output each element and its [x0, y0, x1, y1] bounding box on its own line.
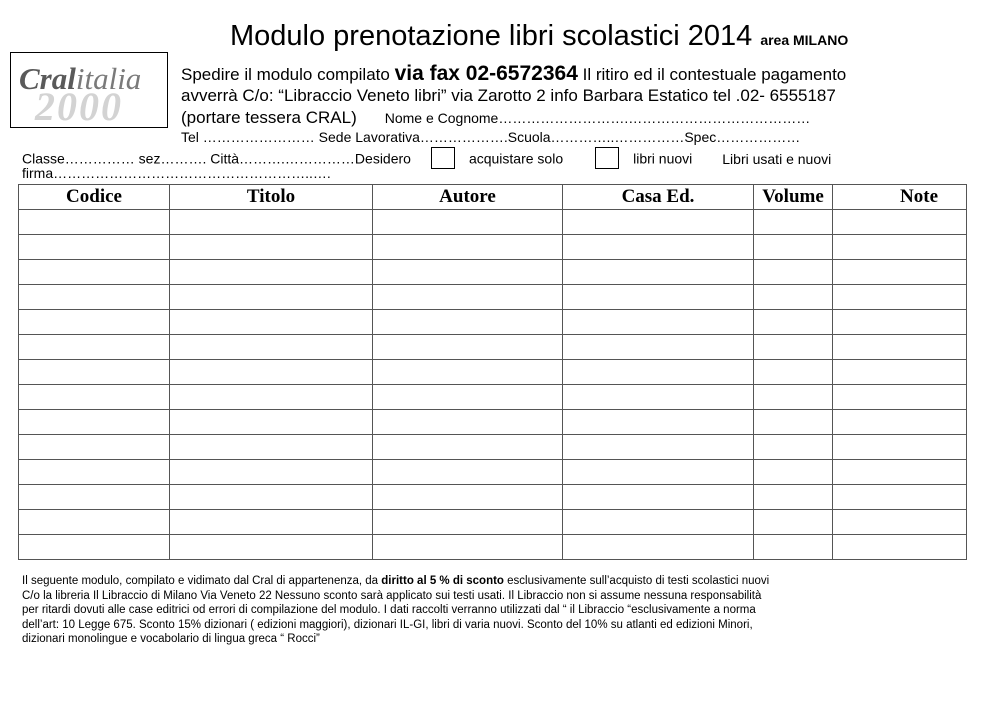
table-cell[interactable] [754, 210, 833, 235]
instruction-line-3 [181, 108, 810, 128]
table-cell[interactable] [373, 435, 563, 460]
contact-fields-line[interactable]: Tel …………………… Sede Lavorativa……………….Scuola…………..……………Spec……………… [181, 129, 801, 145]
table-cell[interactable] [19, 485, 170, 510]
table-cell[interactable] [170, 335, 373, 360]
table-cell[interactable] [754, 510, 833, 535]
table-cell[interactable] [563, 510, 754, 535]
table-cell[interactable] [373, 335, 563, 360]
table-cell[interactable] [19, 410, 170, 435]
fax-number: via fax 02-6572364 [394, 62, 578, 85]
table-cell[interactable] [170, 535, 373, 560]
table-cell[interactable] [373, 360, 563, 385]
table-cell[interactable] [373, 235, 563, 260]
table-cell[interactable] [833, 360, 967, 385]
footer-line: dizionari monolingue e vocabolario di lingua greca “ Rocci” [22, 633, 320, 646]
footer-text: Il seguente modulo, compilato e vidimato dal Cral di appartenenza, da [22, 575, 382, 587]
table-cell[interactable] [19, 285, 170, 310]
footer-line: per ritardi dovuti alle case editrici od errori di compilazione del modulo. I dati raccolti verranno utilizzati dal “ il Libraccio “esclusivamente a norma [22, 604, 756, 617]
table-cell[interactable] [563, 410, 754, 435]
table-cell[interactable] [754, 485, 833, 510]
table-cell[interactable] [833, 435, 967, 460]
col-volume: Volume [754, 185, 833, 210]
table-cell[interactable] [833, 510, 967, 535]
table-cell[interactable] [19, 460, 170, 485]
table-cell[interactable] [754, 535, 833, 560]
table-cell[interactable] [19, 360, 170, 385]
table-cell[interactable] [19, 335, 170, 360]
table-cell[interactable] [833, 285, 967, 310]
label-acquistare: acquistare solo [468, 150, 564, 167]
table-row [19, 435, 967, 460]
table-cell[interactable] [373, 260, 563, 285]
col-titolo: Titolo [170, 185, 373, 210]
table-cell[interactable] [754, 310, 833, 335]
table-cell[interactable] [170, 285, 373, 310]
table-cell[interactable] [563, 535, 754, 560]
table-cell[interactable] [373, 385, 563, 410]
table-cell[interactable] [563, 260, 754, 285]
class-city-fields[interactable]: Classe…………… sez………. Città……….……………Desidero [22, 150, 411, 167]
table-cell[interactable] [373, 310, 563, 335]
table-cell[interactable] [373, 210, 563, 235]
table-cell[interactable] [833, 235, 967, 260]
table-cell[interactable] [373, 410, 563, 435]
instruction-pickup: Il ritiro ed il contestuale pagamento [577, 65, 847, 84]
table-cell[interactable] [563, 335, 754, 360]
table-row [19, 310, 967, 335]
table-cell[interactable] [563, 385, 754, 410]
area-label: area MILANO [760, 32, 849, 48]
cral-card-note: (portare tessera CRAL) [181, 108, 357, 127]
col-note: Note [833, 185, 967, 210]
table-row [19, 210, 967, 235]
table-cell[interactable] [754, 385, 833, 410]
table-cell[interactable] [170, 435, 373, 460]
table-cell[interactable] [833, 485, 967, 510]
table-cell[interactable] [754, 260, 833, 285]
table-body [19, 210, 967, 560]
footer-line: C/o la libreria Il Libraccio di Milano Via Veneto 22 Nessuno sconto sarà applicato sui testi usati. Il Libraccio non si assume nessuna responsabilità [22, 589, 762, 602]
table-cell[interactable] [833, 310, 967, 335]
table-cell[interactable] [19, 510, 170, 535]
table-cell[interactable] [833, 535, 967, 560]
col-autore: Autore [373, 185, 563, 210]
table-row [19, 260, 967, 285]
table-row [19, 410, 967, 435]
footer-text: esclusivamente sull’acquisto di testi scolastici nuovi [503, 575, 770, 587]
signature-field[interactable]: firma………………………………………………..…. [22, 165, 331, 181]
table-cell[interactable] [563, 435, 754, 460]
table-cell[interactable] [563, 210, 754, 235]
checkbox-only-new[interactable] [431, 147, 455, 169]
logo-year: 2000 [35, 84, 123, 128]
col-codice: Codice [19, 185, 170, 210]
table-row [19, 235, 967, 260]
table-cell[interactable] [563, 235, 754, 260]
col-casa-ed: Casa Ed. [563, 185, 754, 210]
table-row [19, 460, 967, 485]
table-cell[interactable] [170, 310, 373, 335]
table-cell[interactable] [754, 285, 833, 310]
instruction-line-1 [181, 62, 846, 86]
table-cell[interactable] [170, 510, 373, 535]
table-cell[interactable] [170, 385, 373, 410]
table-row [19, 510, 967, 535]
footer-line: dell’art: 10 Legge 675. Sconto 15% dizionari ( edizioni maggiori), dizionari IL-GI, libri di varia nuovi. Sconto del 10% su atlanti ed edizioni Minori, [22, 618, 753, 631]
table-cell[interactable] [754, 360, 833, 385]
table-cell[interactable] [833, 460, 967, 485]
instruction-send: Spedire il modulo compilato [181, 65, 395, 84]
label-libri-nuovi: libri nuovi [633, 150, 693, 167]
table-cell[interactable] [563, 360, 754, 385]
table-row [19, 285, 967, 310]
table-row [19, 535, 967, 560]
table-row [19, 335, 967, 360]
table-cell[interactable] [170, 260, 373, 285]
logo-brand-bold: Cral [19, 61, 76, 96]
logo-brand-rest: italia [75, 61, 142, 96]
table-cell[interactable] [19, 535, 170, 560]
name-field[interactable]: Nome e Cognome……………………….………………………………… [384, 110, 811, 126]
footer-terms [22, 574, 952, 647]
table-cell[interactable] [170, 460, 373, 485]
cralitalia-logo [10, 52, 168, 128]
instruction-line-2: avverrà C/o: “Libraccio Veneto libri” via Zarotto 2 info Barbara Estatico tel .02- 6555187 [181, 86, 836, 105]
table-cell[interactable] [19, 435, 170, 460]
table-cell[interactable] [833, 260, 967, 285]
table-cell[interactable] [373, 460, 563, 485]
table-cell[interactable] [754, 435, 833, 460]
table-cell[interactable] [373, 485, 563, 510]
table-cell[interactable] [170, 235, 373, 260]
table-row [19, 485, 967, 510]
table-cell[interactable] [563, 310, 754, 335]
table-cell[interactable] [563, 485, 754, 510]
table-cell[interactable] [373, 510, 563, 535]
table-cell[interactable] [754, 335, 833, 360]
table-cell[interactable] [833, 410, 967, 435]
table-header-row [19, 185, 967, 210]
label-usati-nuovi: Libri usati e nuovi [722, 150, 832, 167]
table-row [19, 360, 967, 385]
table-cell[interactable] [19, 210, 170, 235]
table-cell[interactable] [170, 410, 373, 435]
table-cell[interactable] [170, 360, 373, 385]
table-cell[interactable] [754, 460, 833, 485]
form-title [230, 20, 848, 53]
table-cell[interactable] [754, 410, 833, 435]
table-cell[interactable] [170, 485, 373, 510]
books-table [18, 184, 967, 560]
table-cell[interactable] [563, 460, 754, 485]
table-cell[interactable] [19, 310, 170, 335]
logo-brand [19, 61, 141, 97]
discount-note: diritto al 5 % di sconto [381, 575, 504, 587]
title-text: Modulo prenotazione libri scolastici 2014 [230, 20, 753, 52]
table-cell[interactable] [19, 260, 170, 285]
table-cell[interactable] [833, 335, 967, 360]
table-cell[interactable] [833, 385, 967, 410]
table-cell[interactable] [563, 285, 754, 310]
table-cell[interactable] [373, 285, 563, 310]
table-row [19, 385, 967, 410]
table-cell[interactable] [19, 385, 170, 410]
table-cell[interactable] [833, 210, 967, 235]
table-cell[interactable] [19, 235, 170, 260]
checkbox-new-and-used[interactable] [595, 147, 619, 169]
table-cell[interactable] [170, 210, 373, 235]
table-cell[interactable] [754, 235, 833, 260]
table-cell[interactable] [373, 535, 563, 560]
footer-line [22, 574, 952, 589]
